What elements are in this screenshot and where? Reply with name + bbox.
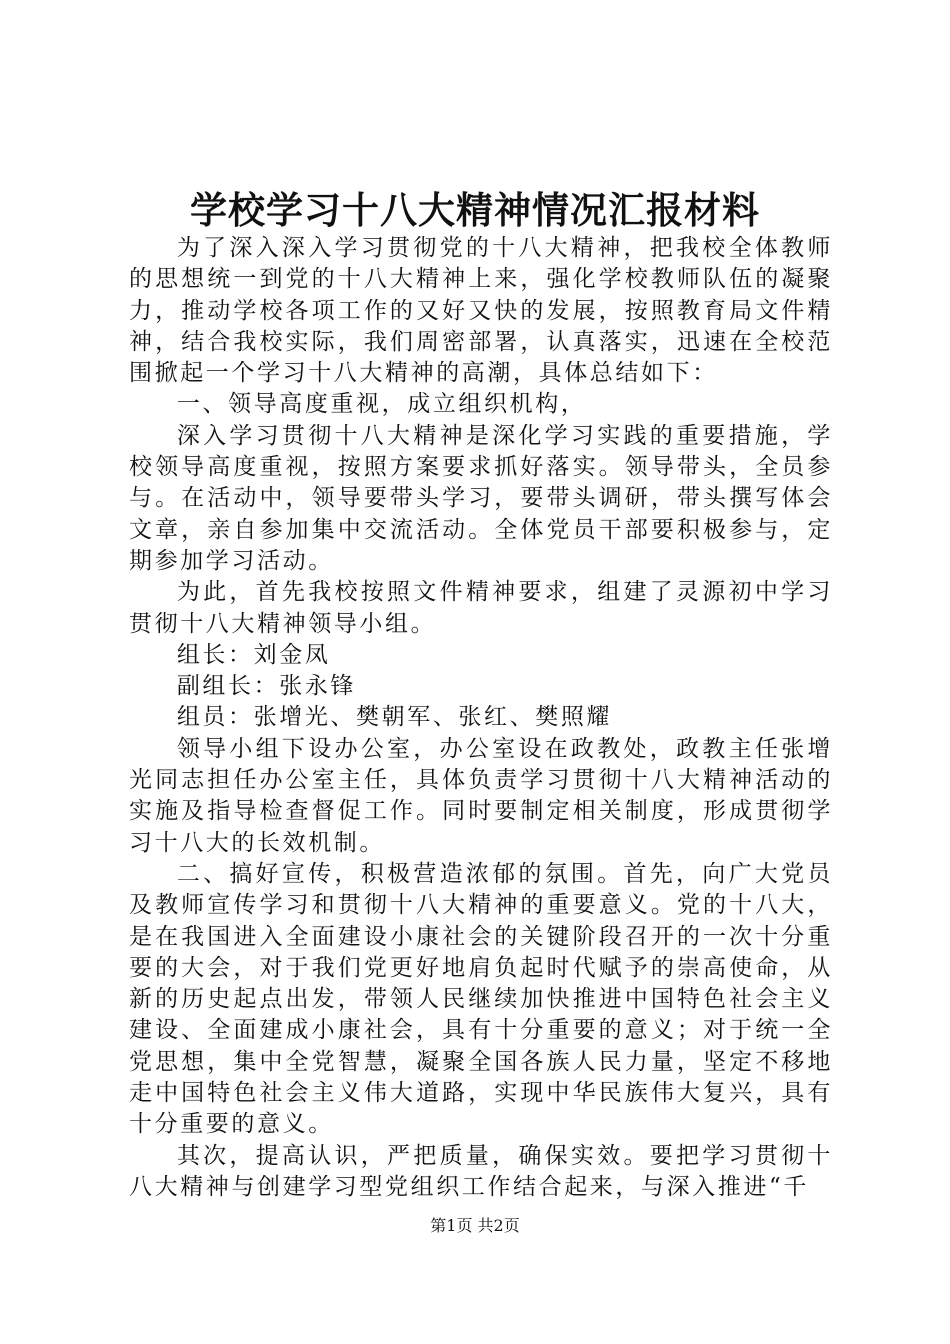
section-heading-1: 一、领导高度重视，成立组织机构， — [176, 391, 587, 418]
document-title: 学校学习十八大精神情况汇报材料 — [190, 188, 760, 232]
paragraph-office: 领导小组下设办公室，办公室设在政教处，政教主任张增光同志担任办公室主任，具体负责学习贯彻十八大精神活动的实施及指导检查督促工作。同时要制定相关制度，形成贯彻学习十八大的长效机制。 — [129, 735, 833, 856]
group-leader-line: 组长：刘金凤 — [176, 641, 331, 668]
page-footer: 第1页 共2页 — [430, 1216, 520, 1235]
paragraph-leadership: 深入学习贯彻十八大精神是深化学习实践的重要措施，学校领导高度重视，按照方案要求抓好落实。领导带头，全员参与。在活动中，领导要带头学习，要带头调研，带头撰写体会文章，亲自参加集中交流活动。全体党员干部要积极参与，定期参加学习活动。 — [129, 422, 833, 574]
document-body — [129, 233, 833, 1203]
deputy-leader-line: 副组长：张永锋 — [176, 673, 357, 700]
paragraph-group-formed: 为此，首先我校按照文件精神要求，组建了灵源初中学习贯彻十八大精神领导小组。 — [129, 579, 833, 637]
section-heading-2-paragraph: 二、搞好宣传，积极营造浓郁的氛围。首先，向广大党员及教师宣传学习和贯彻十八大精神的重要意义。党的十八大，是在我国进入全面建设小康社会的关键阶段召开的一次十分重要的大会，对于我们党更好地肩负起时代赋予的崇高使命，从新的历史起点出发，带领人民继续加快推进中国特色社会主义建设、全面建成小康社会，具有十分重要的意义；对于统一全党思想，集中全党智慧，凝聚全国各族人民力量，坚定不移地走中国特色社会主义伟大道路，实现中华民族伟大复兴，具有十分重要的意义。 — [129, 860, 833, 1138]
paragraph-intro: 为了深入深入学习贯彻党的十八大精神，把我校全体教师的思想统一到党的十八大精神上来，强化学校教师队伍的凝聚力，推动学校各项工作的又好又快的发展，按照教育局文件精神，结合我校实际，我们周密部署，认真落实，迅速在全校范围掀起一个学习十八大精神的高潮，具体总结如下： — [129, 235, 833, 387]
group-members-line: 组员：张增光、樊朝军、张红、樊照耀 — [176, 704, 613, 731]
paragraph-secondly: 其次，提高认识，严把质量，确保实效。要把学习贯彻十八大精神与创建学习型党组织工作结合起来，与深入推进“千 — [129, 1142, 833, 1200]
